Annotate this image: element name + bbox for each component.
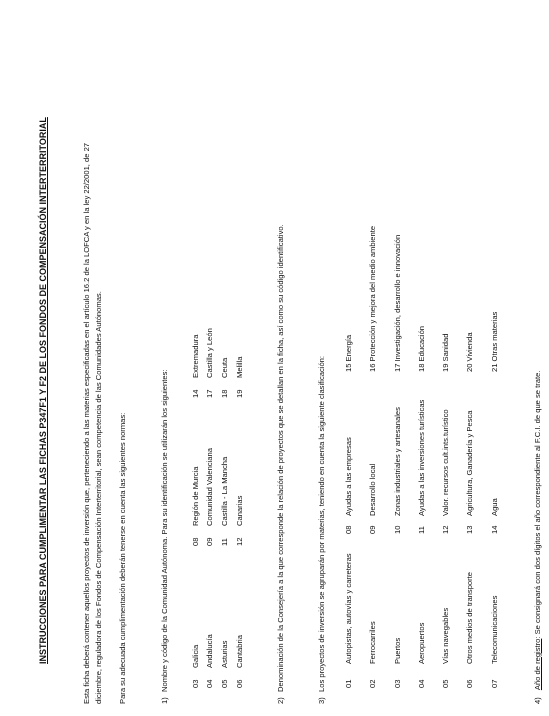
community-code: 12 bbox=[235, 537, 244, 546]
subject-item: 20 Vivienda bbox=[465, 332, 474, 372]
subject-name: Agua bbox=[490, 498, 499, 516]
community-name: Castilla y León bbox=[205, 328, 214, 378]
note-text: Para su adecuada cumplimentación deberán tenerse en cuenta las siguientes normas: bbox=[118, 412, 127, 704]
subject-item: 16 Protección y mejora del medio ambiente bbox=[368, 225, 377, 372]
subject-item: 19 Sanidad bbox=[441, 333, 450, 372]
community-name: Extremadura bbox=[191, 334, 200, 378]
subject-code: 12 bbox=[441, 525, 450, 534]
subject-code: 09 bbox=[368, 525, 377, 534]
community-code: 08 bbox=[191, 537, 200, 546]
community-name: Canarias bbox=[235, 495, 244, 526]
subject-code: 01 bbox=[344, 679, 353, 688]
subject-name: Valor. recursos cult.ints.turístico bbox=[441, 409, 450, 516]
section-4-text: : Se consignará con dos dígitos el año correspondiente al F.C.I. de que se trate. bbox=[533, 370, 542, 639]
community-code: 04 bbox=[205, 679, 214, 688]
section-3-number: 3) bbox=[317, 697, 326, 704]
community-name: Comunidad Valenciana bbox=[205, 448, 214, 526]
community-code: 17 bbox=[205, 389, 214, 398]
subject-code: 05 bbox=[441, 679, 450, 688]
subject-code: 04 bbox=[417, 679, 426, 688]
section-1-number: 1) bbox=[160, 697, 169, 704]
subject-name: Otros medios de transporte bbox=[465, 571, 474, 664]
community-name: Ceuta bbox=[220, 357, 229, 378]
section-1-heading: Nombre y código de la Comunidad Autónoma. Para su identificación se utilizarán los siguientes: bbox=[160, 369, 169, 692]
subject-code: 14 bbox=[490, 525, 499, 534]
community-code: 06 bbox=[235, 679, 244, 688]
subject-name: Ferrocarriles bbox=[368, 621, 377, 664]
community-name: Región de Murcia bbox=[191, 466, 200, 526]
community-name: Melilla bbox=[235, 356, 244, 378]
subject-name: Zonas industriales y artesanales bbox=[393, 407, 402, 516]
community-code: 18 bbox=[220, 389, 229, 398]
community-code: 19 bbox=[235, 389, 244, 398]
subject-item: 17 Investigación, desarrollo e innovación bbox=[393, 234, 402, 372]
subject-item: 18 Educación bbox=[417, 325, 426, 372]
intro-line-1: Esta ficha deberá contener aquellos proyectos de inversión que, perteneciendo a las materias especificadas en el artículo 16.2 de la LOFCA y en la ley 22/2001, de 27 bbox=[82, 142, 91, 704]
subject-code: 13 bbox=[465, 525, 474, 534]
subject-name: Desarrollo local bbox=[368, 463, 377, 516]
section-2-number: 2) bbox=[276, 697, 285, 704]
subject-code: 02 bbox=[368, 679, 377, 688]
subject-code: 11 bbox=[417, 526, 426, 534]
document-title: INSTRUCCIONES PARA CUMPLIMENTAR LAS FICHAS P347F1 Y F2 DE LOS FONDOS DE COMPENSACIÓN INTERTERRITORIAL bbox=[38, 117, 48, 664]
community-code: 05 bbox=[220, 679, 229, 688]
community-name: Castilla - La Mancha bbox=[220, 456, 229, 526]
subject-name: Agricultura, Ganadería y Pesca bbox=[465, 410, 474, 516]
community-name: Cantabria bbox=[235, 635, 244, 668]
subject-code: 07 bbox=[490, 679, 499, 688]
subject-item: 15 Energía bbox=[344, 334, 353, 372]
subject-name: Aeropuertos bbox=[417, 622, 426, 664]
community-name: Galicia bbox=[191, 644, 200, 668]
community-code: 14 bbox=[191, 389, 200, 398]
section-3-heading: Los proyectos de inversión se agruparán por materias, teniendo en cuenta la siguiente clasificación: bbox=[317, 355, 326, 692]
subject-name: Autopistas, autovías y carreteras bbox=[344, 553, 353, 664]
subject-name: Telecomunicaciones bbox=[490, 595, 499, 664]
subject-name: Ayudas a las empresas bbox=[344, 437, 353, 516]
subject-name: Ayudas a las inversiones turísticas bbox=[417, 399, 426, 516]
intro-line-2: diciembre, reguladora de los Fondos de Compensación Interterritorial, sean competencia de las Comunidades Autónomas. bbox=[94, 291, 103, 704]
community-code: 11 bbox=[220, 538, 229, 546]
subject-code: 06 bbox=[465, 679, 474, 688]
subject-code: 10 bbox=[393, 525, 402, 534]
community-name: Asturias bbox=[220, 640, 229, 668]
community-name: Andalucía bbox=[205, 634, 214, 668]
section-4-label: Año de registro bbox=[533, 638, 542, 691]
section-4-number: 4) bbox=[533, 697, 542, 704]
community-code: 09 bbox=[205, 537, 214, 546]
subject-code: 08 bbox=[344, 525, 353, 534]
section-4-line bbox=[533, 371, 543, 704]
community-code: 03 bbox=[191, 679, 200, 688]
subject-name: Vías navegables bbox=[441, 607, 450, 664]
subject-name: Puertos bbox=[393, 637, 402, 664]
subject-code: 03 bbox=[393, 679, 402, 688]
section-2-heading: Denominación de la Consejería a la que corresponde la relación de proyectos que se detallan en la ficha, así como su código identificativo. bbox=[276, 224, 285, 692]
subject-item: 21 Otras materias bbox=[490, 311, 499, 372]
